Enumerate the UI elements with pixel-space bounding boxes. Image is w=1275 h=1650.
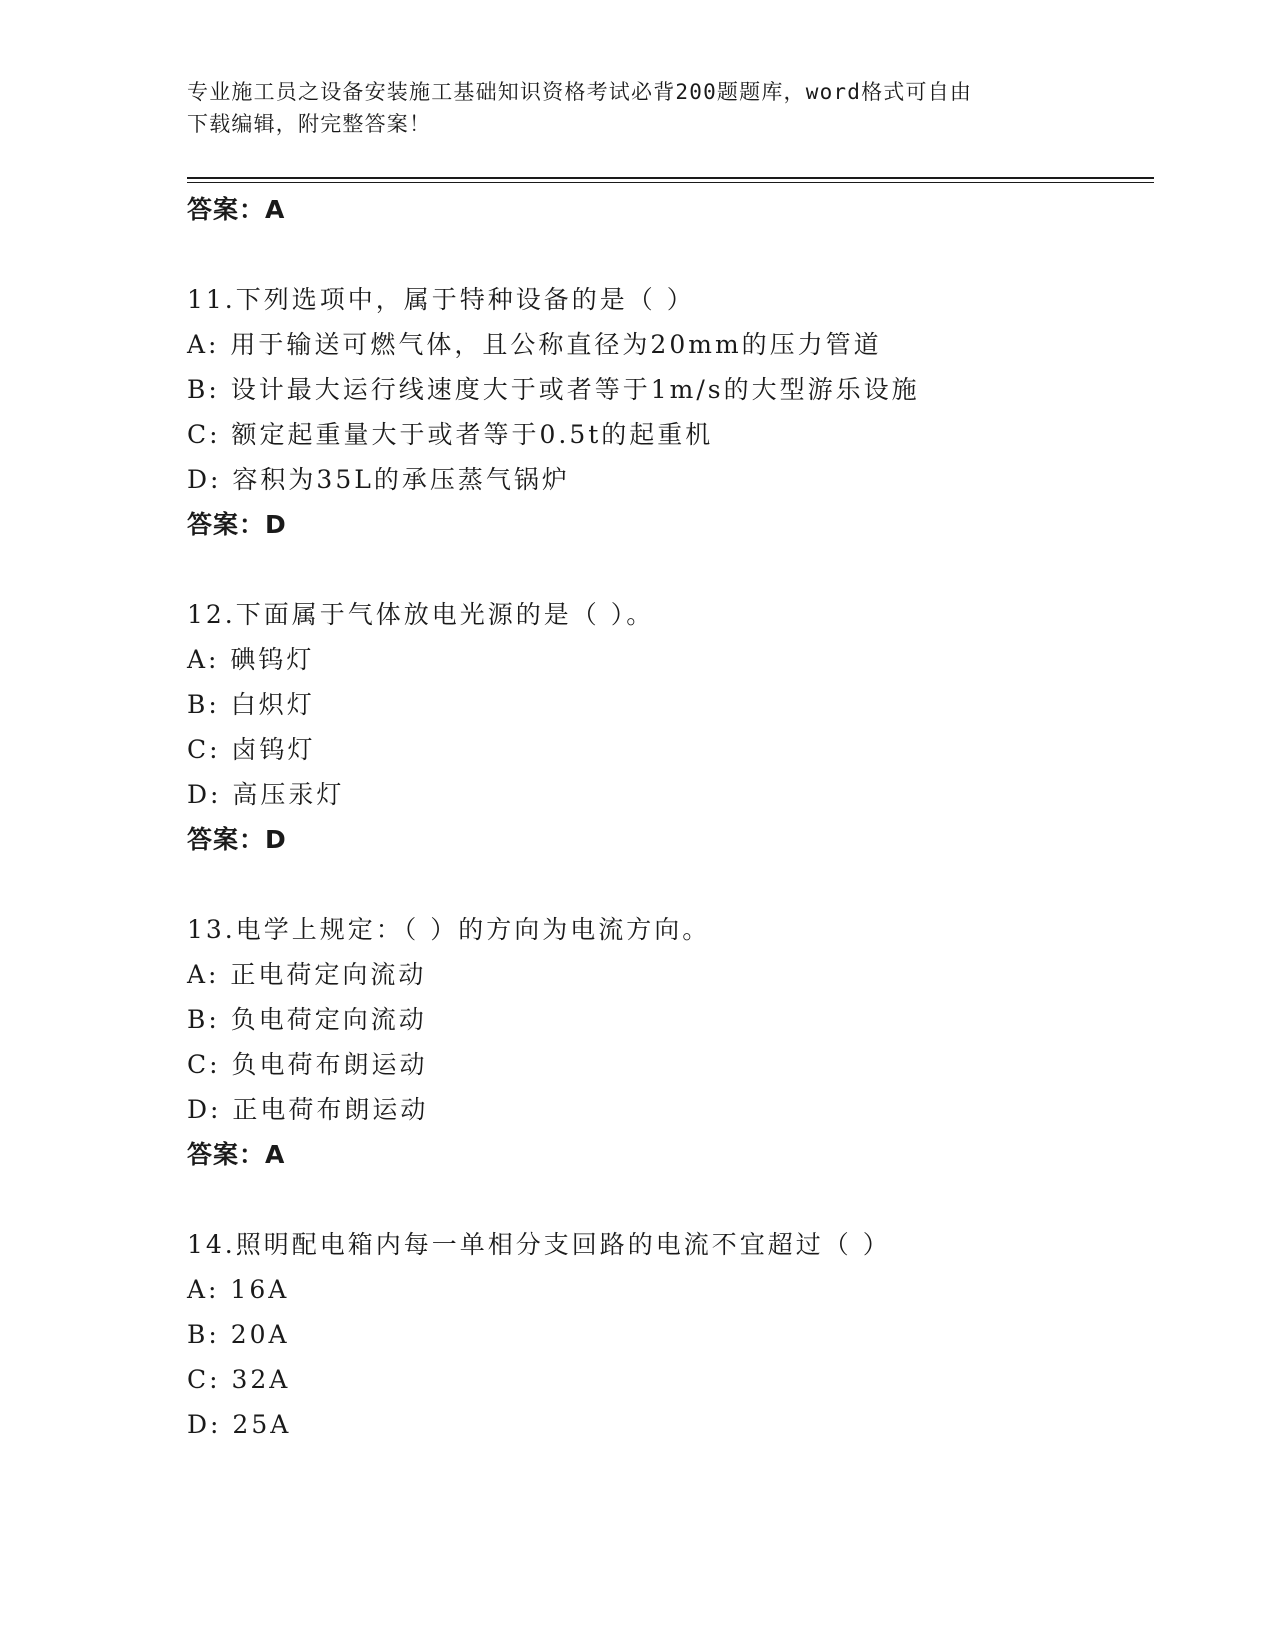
question-12-option-a: A: 碘钨灯 (187, 645, 315, 674)
header-line-2: 下载编辑，附完整答案！ (187, 112, 432, 136)
question-11-option-c: C: 额定起重量大于或者等于0.5t的起重机 (187, 420, 714, 449)
answer-previous: 答案：A (187, 195, 286, 224)
question-11-option-d: D: 容积为35L的承压蒸气锅炉 (187, 465, 570, 494)
question-12-option-d: D: 高压汞灯 (187, 780, 345, 809)
question-11-answer: 答案：D (187, 510, 287, 539)
question-12-answer: 答案：D (187, 825, 287, 854)
header-rule-thin (187, 182, 1154, 183)
question-13-stem: 13.电学上规定：（ ）的方向为电流方向。 (187, 915, 711, 944)
question-13-answer: 答案：A (187, 1140, 286, 1169)
header-line-1: 专业施工员之设备安装施工基础知识资格考试必背200题题库，word格式可自由 (187, 80, 973, 104)
header-rule-thick (187, 177, 1154, 179)
question-11-option-b: B: 设计最大运行线速度大于或者等于1m/s的大型游乐设施 (187, 375, 920, 404)
question-12-option-b: B: 白炽灯 (187, 690, 315, 719)
question-11-option-a: A: 用于输送可燃气体，且公称直径为20mm的压力管道 (187, 330, 882, 359)
question-12-option-c: C: 卤钨灯 (187, 735, 316, 764)
question-12-stem: 12.下面属于气体放电光源的是（ ）。 (187, 600, 655, 629)
question-14-stem: 14.照明配电箱内每一单相分支回路的电流不宜超过（ ） (187, 1230, 891, 1259)
question-14-option-c: C: 32A (187, 1365, 291, 1394)
document-header (187, 76, 1067, 140)
question-14-option-a: A: 16A (187, 1275, 290, 1304)
question-13-option-d: D: 正电荷布朗运动 (187, 1095, 429, 1124)
question-13-option-b: B: 负电荷定向流动 (187, 1005, 427, 1034)
question-14-option-b: B: 20A (187, 1320, 290, 1349)
question-13-option-a: A: 正电荷定向流动 (187, 960, 427, 989)
question-11-stem: 11.下列选项中，属于特种设备的是（ ） (187, 285, 695, 314)
question-14-option-d: D: 25A (187, 1410, 292, 1439)
question-13-option-c: C: 负电荷布朗运动 (187, 1050, 428, 1079)
